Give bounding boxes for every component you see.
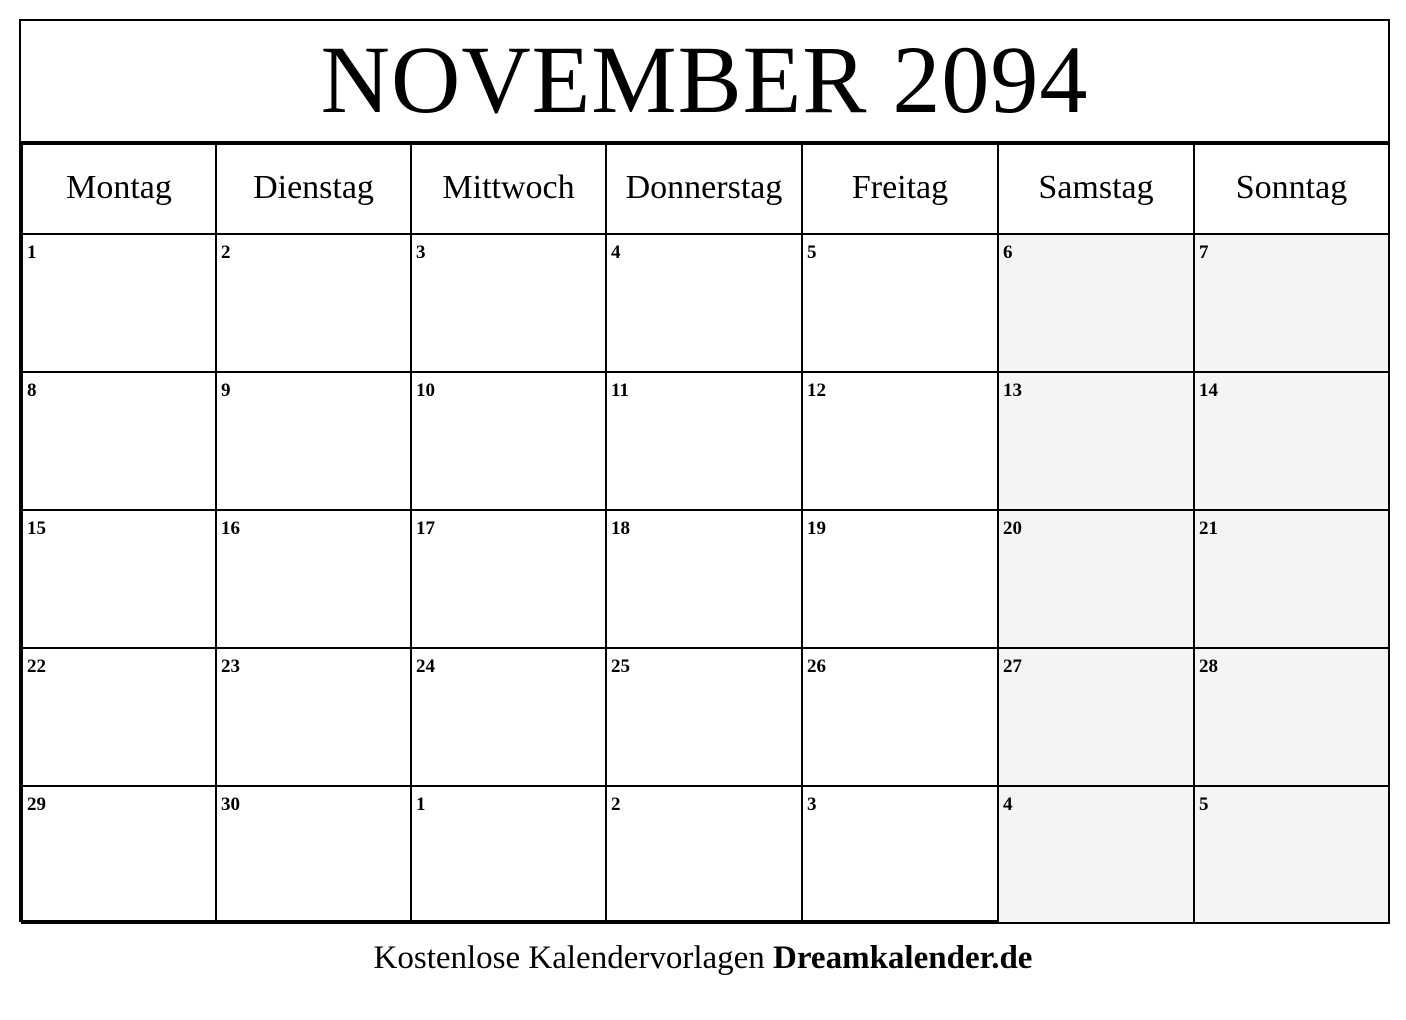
calendar-title: NOVEMBER 2094 [21,21,1388,143]
day-cell [997,371,1195,511]
day-number: 3 [416,242,426,263]
weekday-header: Montag [21,143,217,235]
day-number: 23 [221,656,240,677]
day-cell [215,647,412,787]
weekday-header: Dienstag [215,143,412,235]
footer [0,936,1406,980]
day-cell [605,509,803,649]
day-cell [997,233,1195,373]
day-number: 8 [27,380,37,401]
day-number: 9 [221,380,231,401]
day-cell [410,647,607,787]
day-number: 10 [416,380,435,401]
footer-text: Kostenlose Kalendervorlagen [373,940,765,976]
day-number: 25 [611,656,630,677]
day-cell [605,233,803,373]
day-number: 15 [27,518,46,539]
day-number: 13 [1003,380,1022,401]
calendar-grid [21,143,1388,920]
day-number: 18 [611,518,630,539]
day-number: 1 [27,242,37,263]
day-number: 19 [807,518,826,539]
day-number: 21 [1199,518,1218,539]
day-cell [21,785,217,924]
day-cell [215,785,412,924]
day-number: 4 [611,242,621,263]
day-cell [1193,647,1390,787]
day-number: 16 [221,518,240,539]
day-number: 2 [221,242,231,263]
day-number: 17 [416,518,435,539]
weekday-header: Donnerstag [605,143,803,235]
day-cell [997,785,1195,924]
day-number: 28 [1199,656,1218,677]
weekday-header: Mittwoch [410,143,607,235]
day-number: 22 [27,656,46,677]
day-cell [21,509,217,649]
day-cell [1193,371,1390,511]
day-number: 20 [1003,518,1022,539]
day-number: 24 [416,656,435,677]
day-cell [21,371,217,511]
day-number: 3 [807,794,817,815]
day-number: 12 [807,380,826,401]
day-cell [410,785,607,924]
weekday-header: Samstag [997,143,1195,235]
day-cell [21,647,217,787]
day-number: 29 [27,794,46,815]
day-number: 5 [1199,794,1209,815]
day-number: 27 [1003,656,1022,677]
day-cell [801,785,999,924]
day-cell [801,371,999,511]
day-cell [801,233,999,373]
day-cell [215,509,412,649]
day-number: 5 [807,242,817,263]
day-number: 2 [611,794,621,815]
day-number: 4 [1003,794,1013,815]
day-cell [605,647,803,787]
weekday-header: Sonntag [1193,143,1390,235]
day-cell [215,233,412,373]
day-cell [801,509,999,649]
day-cell [605,371,803,511]
day-cell [1193,785,1390,924]
day-cell [997,509,1195,649]
day-cell [605,785,803,924]
day-cell [410,509,607,649]
day-cell [21,233,217,373]
day-cell [801,647,999,787]
day-cell [410,233,607,373]
day-cell [215,371,412,511]
day-cell [1193,509,1390,649]
day-number: 11 [611,380,629,401]
day-number: 6 [1003,242,1013,263]
day-cell [1193,233,1390,373]
footer-brand: Dreamkalender.de [773,940,1033,976]
calendar [19,19,1390,922]
day-number: 30 [221,794,240,815]
day-number: 14 [1199,380,1218,401]
weekday-header: Freitag [801,143,999,235]
day-cell [410,371,607,511]
day-number: 7 [1199,242,1209,263]
day-cell [997,647,1195,787]
day-number: 1 [416,794,426,815]
day-number: 26 [807,656,826,677]
